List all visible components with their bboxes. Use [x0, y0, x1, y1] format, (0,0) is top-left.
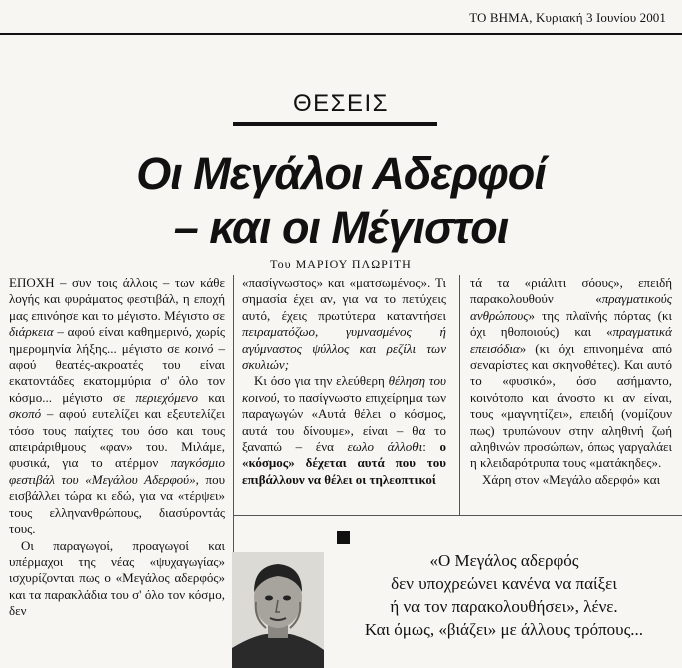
article-column-3	[470, 275, 672, 488]
pull-quote	[334, 549, 674, 641]
text-run: πραγματικούς ανθρώπους	[470, 291, 672, 323]
headline-line-1: Οι Μεγάλοι Αδερφοί	[136, 148, 546, 199]
author-photo	[232, 552, 324, 668]
text-run: περιεχόμενο	[135, 389, 199, 405]
pull-quote-line: ή να τον παρακολουθήσει», λένε.	[390, 597, 618, 616]
text-run: » της πλαϊνής πόρτας (κι όχι ηθοποιούς) και «	[470, 307, 672, 340]
pull-quote-line: δεν υποχρεώνει κανένα να παίξει	[391, 574, 617, 593]
text-run: θέληση του κοινού	[242, 373, 446, 405]
article-column-2	[242, 275, 446, 488]
text-run: Κι όσο για την ελεύθερη	[254, 373, 389, 389]
text-run: – αφού ευτελίζει και εξευτελίζει τόσο τους παίχτες του όσο και τους απειράριθμους «φαν» του. Μιλάμε, φυσικά, για το ατέρμον	[9, 406, 225, 471]
page-header	[0, 0, 682, 34]
text-run: – αφού θεατές-ακροατές του είναι εκατοντάδες εκατομμύρια σ' όλο τον κόσμο... μέγιστο σε	[9, 340, 225, 405]
pull-quote-line: «Ο Μεγάλος αδερφός	[429, 551, 579, 570]
text-run: , που εισβάλλει τώρα κι εδώ, για να «τέρψει» τους ελληνανθρώπους, διασύροντάς τους.	[9, 471, 225, 537]
paragraph	[242, 373, 446, 488]
paragraph	[242, 275, 446, 373]
text-run: διάρκεια	[9, 324, 54, 340]
text-run: πειραματόζωο, γυμνασμένος ή αγύμναστος ψύλλος και ρεζίλι των σκυλιών;	[242, 324, 446, 373]
article-column-1	[9, 275, 225, 620]
text-run: Χάρη στον «Μεγάλο αδερφό» και	[482, 471, 661, 487]
header-rule	[0, 33, 682, 35]
paragraph	[9, 538, 225, 620]
text-run: κοινό	[184, 340, 214, 356]
portrait-image	[232, 552, 324, 668]
paragraph	[9, 275, 225, 538]
text-run: – αφού είναι καθημερινό, χωρίς ημερομηνία λήξης... μέγιστο σε	[9, 324, 225, 356]
text-run: πραγματικά επεισόδια	[470, 324, 672, 356]
text-run: και	[198, 389, 225, 405]
text-run: Οι παραγωγοί, προαγωγοί και υπέρμαχοι της νέας «ψυχαγωγίας» ισχυρίζονται πως ο «Μεγάλος αδερφός» και τα παρακλάδια του σ' όλο τον κόσμο, δεν	[9, 537, 225, 619]
paragraph	[470, 275, 672, 472]
text-run: :	[422, 439, 440, 455]
section-label: ΘΕΣΕΙΣ	[292, 90, 390, 117]
byline: Του ΜΑΡΙΟΥ ΠΛΩΡΙΤΗ	[270, 257, 412, 271]
headline-line-2: – και οι Μέγιστοι	[173, 202, 509, 253]
paragraph	[470, 472, 672, 488]
text-run: » (κι όχι επινοημένα από σεναρίστες και σκηνοθέτες). Και αυτό το «φυσικό», όσο ασήμαντο, κοινότοπο και άνοστο κι αν είναι, τους «μαγνητίζει», επειδή (νομίζουν πως) τρυπώνουν στην αληθινή ζωή αληθινών προσώπων, όπως γαργαλάει η κλειδαρότρυπα τους «ματάκηδες».	[470, 340, 672, 471]
section-underline	[233, 122, 437, 126]
text-run: σκοπό	[9, 406, 42, 422]
text-run: , το πασίγνωστο επιχείρημα των παραγωγών «Αυτά θέλει ο κόσμος, αυτά του δίνουμε», είναι – θα το ξαναπώ – ένα	[242, 389, 446, 455]
text-run: εωλο άλλοθι	[347, 439, 423, 455]
quote-marker	[337, 531, 350, 544]
publication-date: ΤΟ ΒΗΜΑ, Κυριακή 3 Ιουνίου 2001	[469, 10, 666, 25]
text-run: τά τα «ριάλιτι σόους», επειδή παρακολουθούν «	[470, 275, 672, 307]
text-run: ο «κόσμος» δέχεται αυτά που του επιβάλλουν να θέλει οι τηλεοπτικοί	[242, 439, 446, 487]
pull-quote-line: Και όμως, «βιάζει» με άλλους τρόπους...	[364, 620, 644, 639]
pullquote-rule	[233, 515, 682, 516]
column-divider	[459, 275, 460, 515]
text-run: «πασίγνωστος» και «ματσωμένος». Τι σημασία έχει αν, για να το πετύχεις αυτό, έχεις πρωτύτερα καταντήσει	[242, 275, 446, 323]
text-run: παγκόσμιο φεστιβάλ του «Μεγάλου Αδερφού»	[9, 455, 225, 487]
text-run: ΕΠΟΧΗ – συν τοις άλλοις – των κάθε λογής και φυράματος φεστιβάλ, η εποχή μας επινόησε και το μέγιστο. Μέγιστο σε	[9, 275, 225, 323]
